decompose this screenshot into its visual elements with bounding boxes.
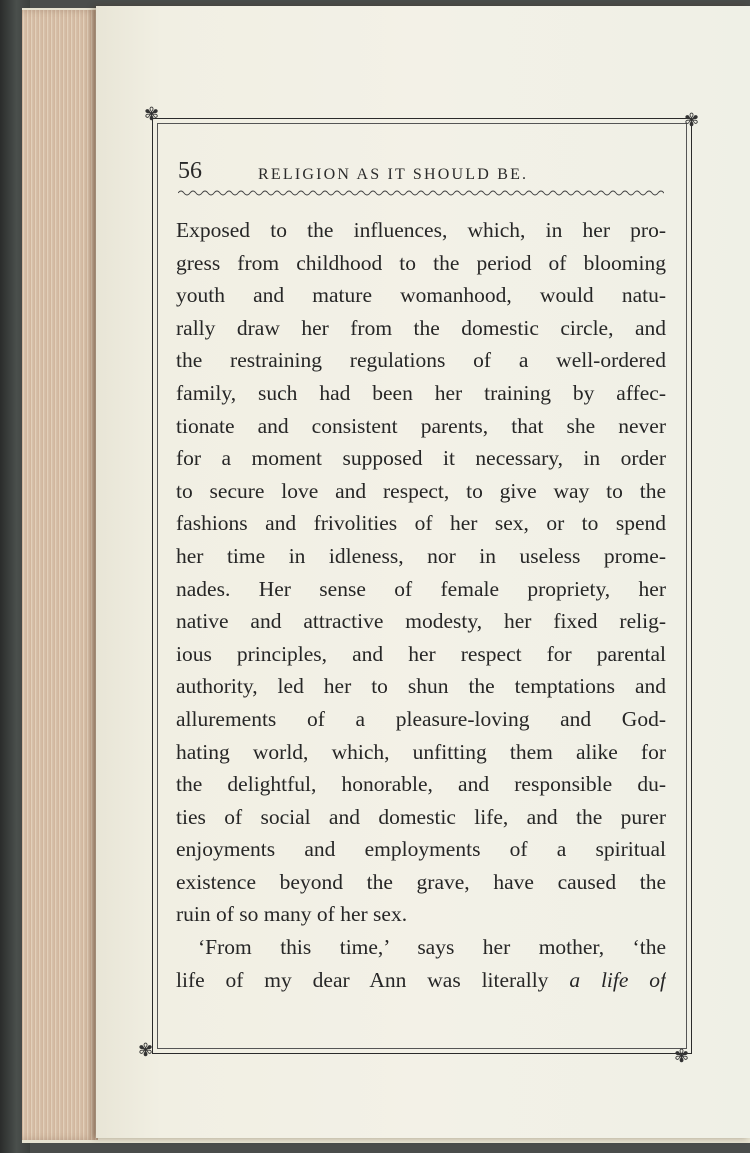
text-line: the restraining regulations of a well-ordered (176, 348, 666, 373)
corner-ornament-icon: ✾ (144, 104, 160, 125)
text-line (176, 964, 666, 997)
corner-ornament-icon: ✾ (138, 1040, 154, 1061)
page-number: 56 (178, 158, 202, 184)
text-line: enjoyments and employments of a spiritual (176, 837, 666, 862)
page-body (176, 214, 666, 996)
text-line: native and attractive modesty, her fixed relig- (176, 609, 666, 634)
text-line: allurements of a pleasure-loving and God- (176, 706, 666, 731)
text-line: ties of social and domestic life, and the purer (176, 804, 666, 829)
text-line: ruin of so many of her sex. (176, 902, 408, 927)
text-line: for a moment supposed it necessary, in order (176, 446, 666, 471)
text-line: existence beyond the grave, have caused the (176, 869, 666, 894)
text-roman: life of my dear Ann was literally (176, 967, 570, 992)
text-italic: a life of (569, 967, 666, 992)
text-line: to secure love and respect, to give way to the (176, 478, 666, 503)
corner-ornament-icon: ✾ (674, 1046, 690, 1067)
text-line: ‘From this time,’ says her mother, ‘the (198, 935, 666, 960)
text-line: rally draw her from the domestic circle, and (176, 315, 666, 340)
page-header (176, 158, 666, 188)
text-line: her time in idleness, nor in useless prome- (176, 543, 666, 568)
text-line: fashions and frivolities of her sex, or to spend (176, 511, 666, 536)
text-line: Exposed to the influences, which, in her pro- (176, 218, 666, 242)
page-edges (22, 10, 98, 1140)
text-line: family, such had been her training by affec- (176, 380, 666, 405)
text-line: hating world, which, unfitting them alike for (176, 739, 666, 764)
text-line: nades. Her sense of female propriety, her (176, 576, 666, 601)
running-head: RELIGION AS IT SHOULD BE. (258, 166, 529, 183)
header-rule (178, 188, 664, 198)
text-line: youth and mature womanhood, would natu- (176, 283, 666, 308)
corner-ornament-icon: ✾ (684, 110, 700, 131)
text-line: the delightful, honorable, and responsible du- (176, 772, 666, 797)
text-line: tionate and consistent parents, that she never (176, 413, 666, 438)
text-line: authority, led her to shun the temptations and (176, 674, 666, 699)
text-line: gress from childhood to the period of blooming (176, 250, 666, 275)
text-line: ious principles, and her respect for parental (176, 641, 666, 666)
